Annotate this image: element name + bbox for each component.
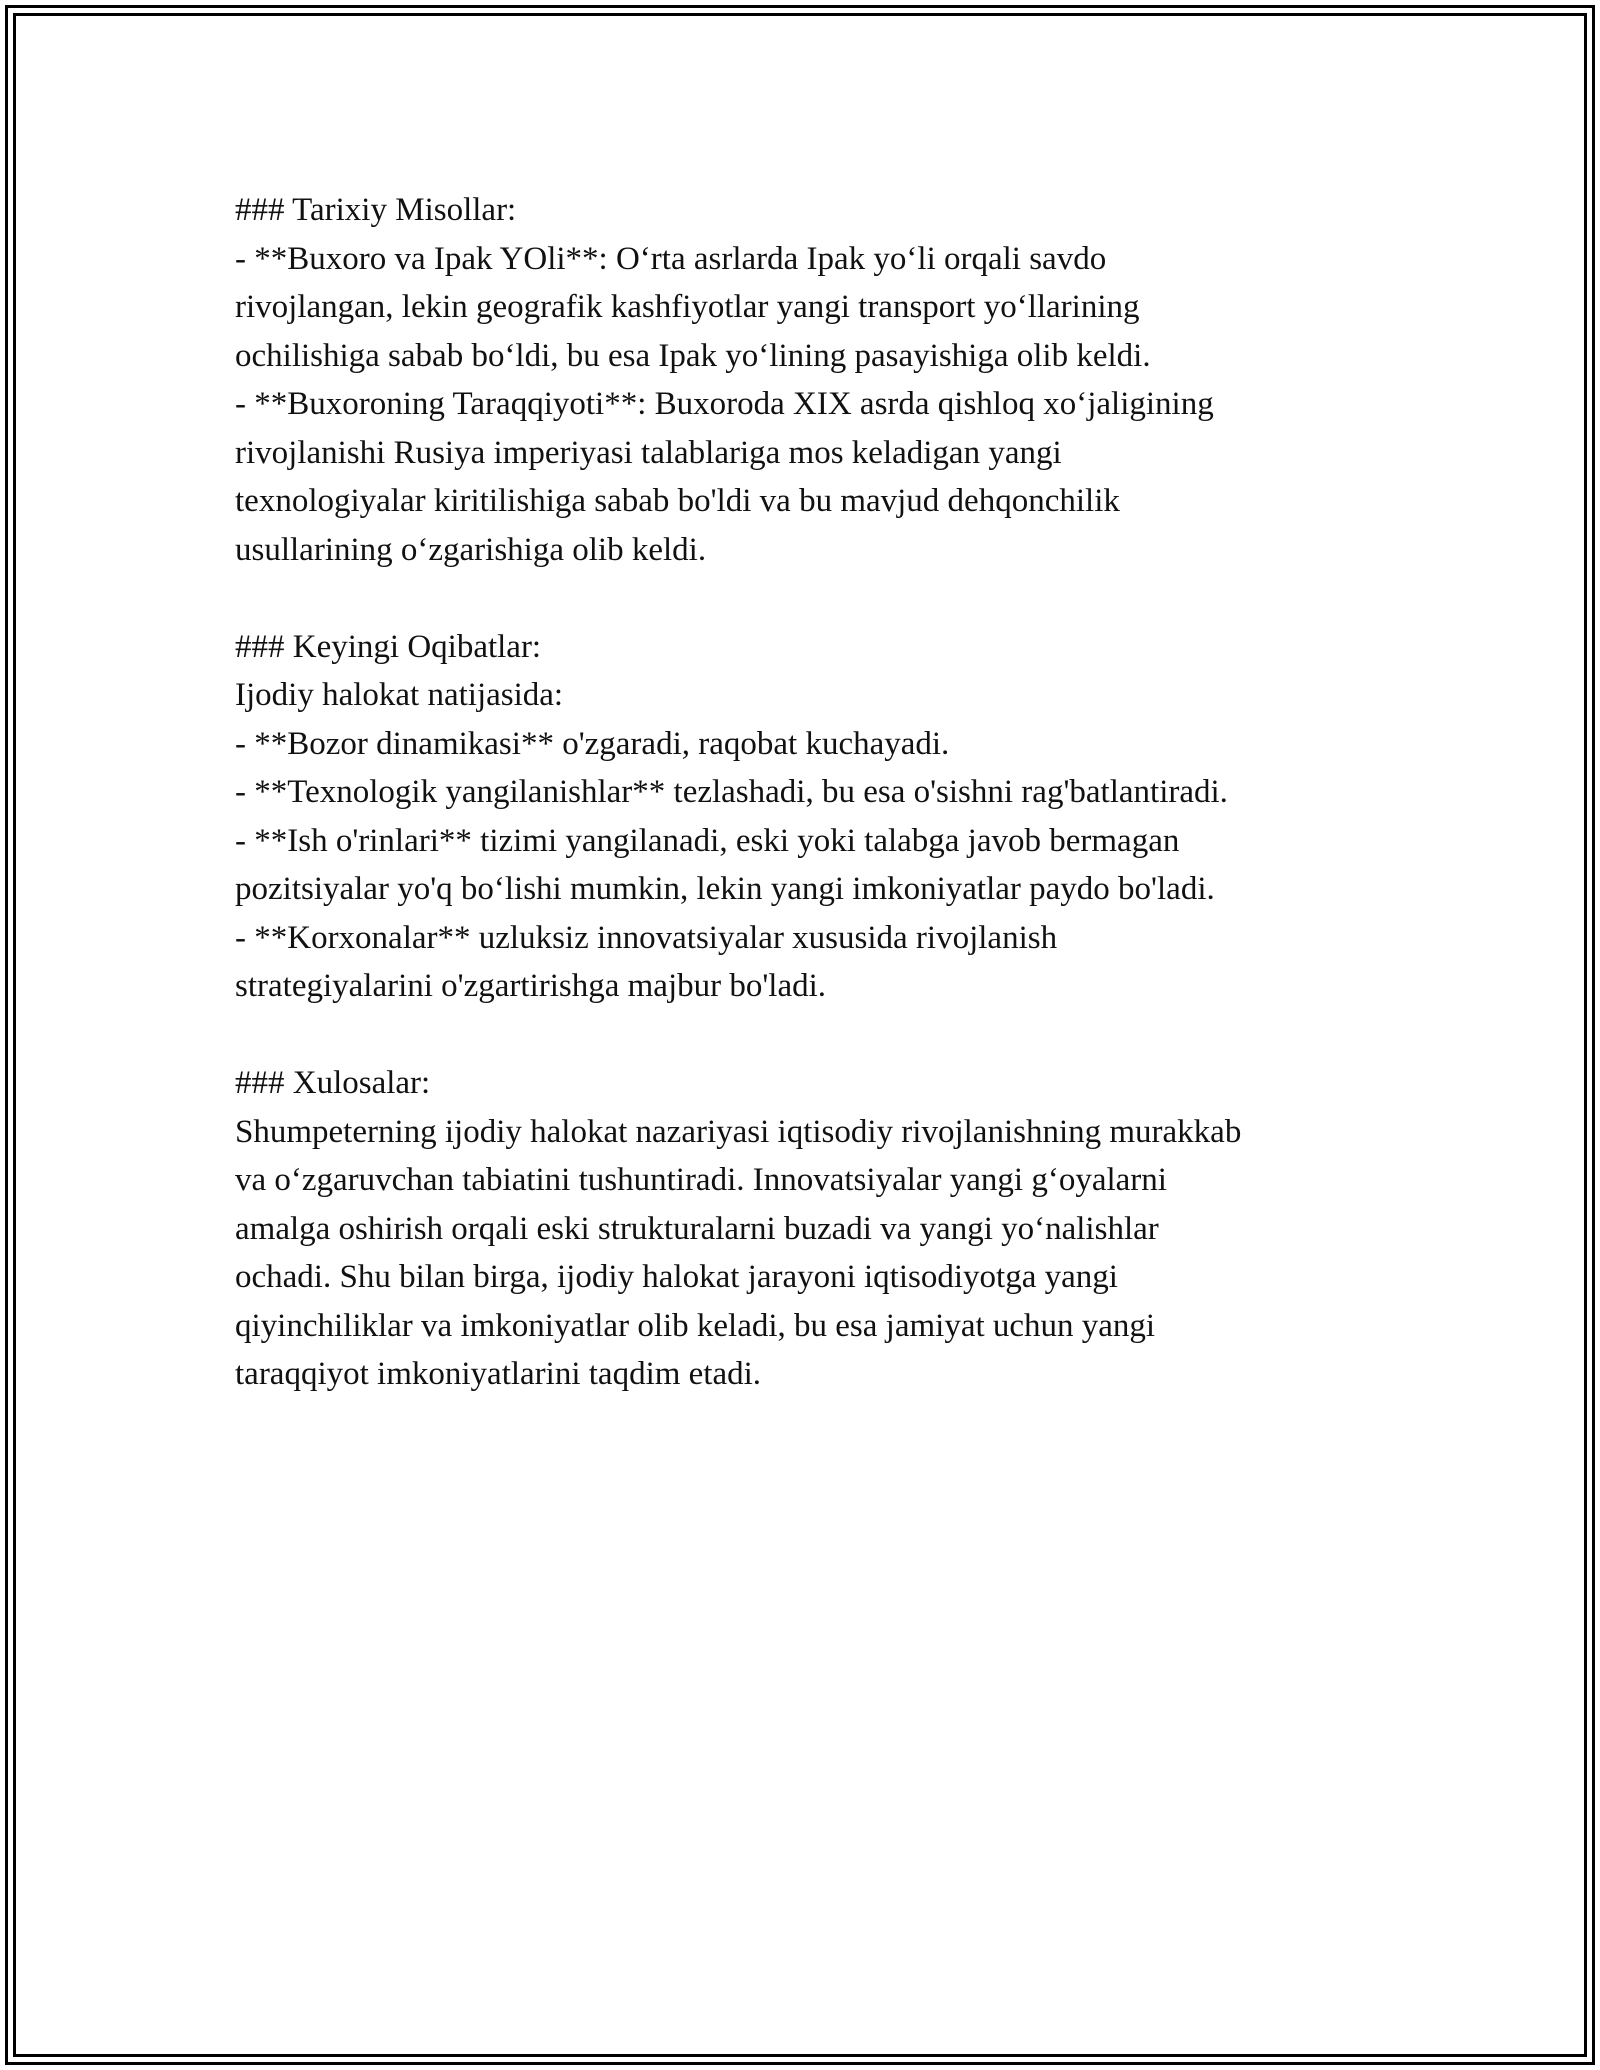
text-line: - **Texnologik yangilanishlar** tezlashadi, bu esa o'sishni rag'batlantiradi. xyxy=(235,774,1228,810)
text-line: Shumpeterning ijodiy halokat nazariyasi iqtisodiy rivojlanishning murakkab xyxy=(235,1113,1242,1150)
section-keyingi-oqibatlar xyxy=(235,623,1415,1011)
text-line: - **Korxonalar** uzluksiz innovatsiyalar xususida rivojlanish xyxy=(235,919,1058,956)
section-heading: ### Tarixiy Misollar: xyxy=(235,192,517,228)
text-line: rivojlangan, lekin geografik kashfiyotlar yangi transport yo‘llarining xyxy=(235,289,1140,325)
text-line: qiyinchiliklar va imkoniyatlar olib keladi, bu esa jamiyat uchun yangi xyxy=(235,1307,1156,1344)
section-tarixiy-misollar xyxy=(235,186,1415,574)
text-line: texnologiyalar kiritilishiga sabab bo'ldi va bu mavjud dehqonchilik xyxy=(235,483,1120,519)
text-line: amalga oshirish orqali eski strukturalarni buzadi va yangi yo‘nalishlar xyxy=(235,1210,1159,1247)
document-body xyxy=(235,186,1415,1399)
paragraph-gap xyxy=(235,1011,1415,1060)
text-line: ochadi. Shu bilan birga, ijodiy halokat jarayoni iqtisodiyotga yangi xyxy=(235,1259,1118,1295)
text-line: taraqqiyot imkoniyatlarini taqdim etadi. xyxy=(235,1356,762,1392)
text-line: Ijodiy halokat natijasida: xyxy=(235,677,564,713)
section-xulosalar xyxy=(235,1059,1415,1399)
text-line: ochilishiga sabab bo‘ldi, bu esa Ipak yo‘lining pasayishiga olib keldi. xyxy=(235,337,1151,374)
text-line: - **Ish o'rinlari** tizimi yangilanadi, eski yoki talabga javob bermagan xyxy=(235,822,1180,859)
section-heading: ### Xulosalar: xyxy=(235,1065,431,1101)
text-line: - **Bozor dinamikasi** o'zgaradi, raqobat kuchayadi. xyxy=(235,725,950,762)
text-line: va o‘zgaruvchan tabiatini tushuntiradi. Innovatsiyalar yangi g‘oyalarni xyxy=(235,1162,1167,1198)
section-heading: ### Keyingi Oqibatlar: xyxy=(235,628,542,665)
text-line: strategiyalarini o'zgartirishga majbur bo'ladi. xyxy=(235,968,827,1004)
text-line: - **Buxoroning Taraqqiyoti**: Buxoroda XIX asrda qishloq xo‘jaligining xyxy=(235,386,1214,422)
text-line: rivojlanishi Rusiya imperiyasi talablariga mos keladigan yangi xyxy=(235,434,1062,471)
text-line: usullarining o‘zgarishiga olib keldi. xyxy=(235,531,707,568)
paragraph-gap xyxy=(235,574,1415,623)
text-line: - **Buxoro va Ipak YOli**: O‘rta asrlarda Ipak yo‘li orqali savdo xyxy=(235,240,1107,277)
text-line: pozitsiyalar yo'q bo‘lishi mumkin, lekin yangi imkoniyatlar paydo bo'ladi. xyxy=(235,871,1215,907)
